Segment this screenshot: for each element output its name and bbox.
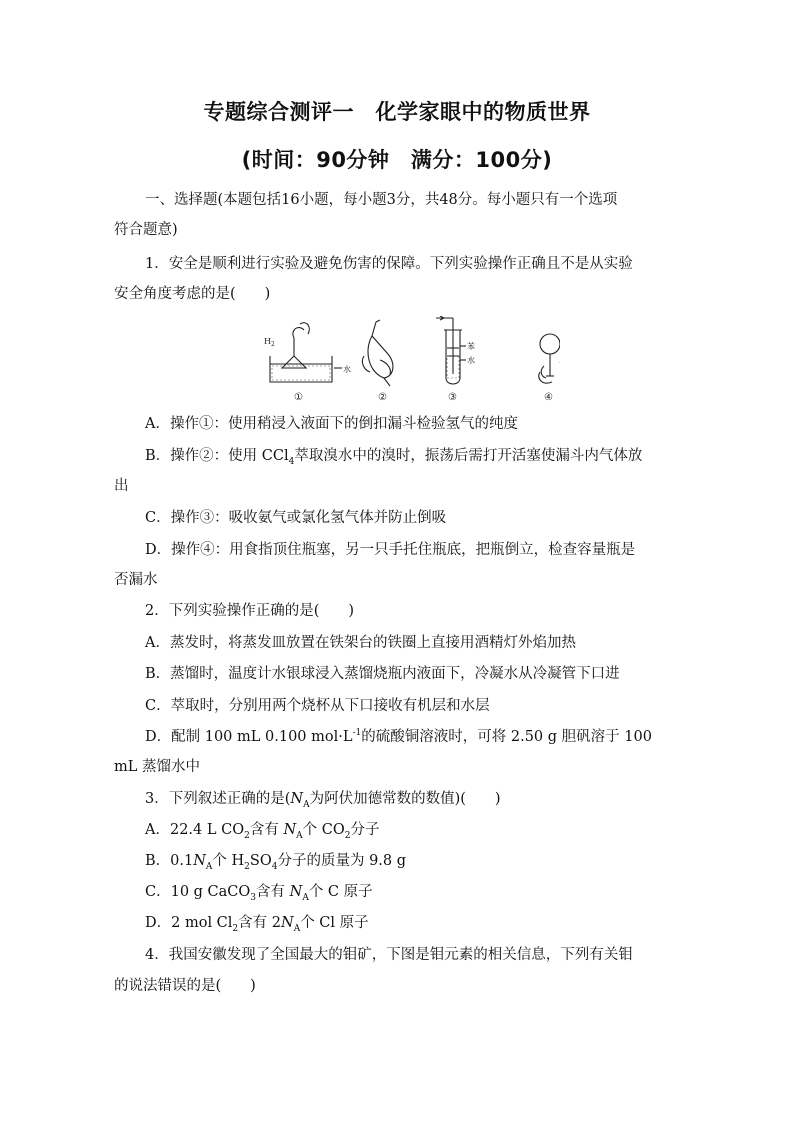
q3-stem: 3．下列叙述正确的是($N_A$为阿伏加德常数的数值)( )	[145, 791, 501, 810]
benzene-label: 苯	[467, 342, 475, 351]
q3-option-b: B．$0.1N_A$个 $H_2SO_4$分子的质量为 9.8 g	[145, 853, 407, 872]
q4-stem-line-1: 4．我国安徽发现了全国最大的钼矿，下图是钼元素的相关信息，下列有关钼	[145, 947, 633, 963]
q2-option-d-line-2: mL 蒸馏水中	[114, 759, 200, 775]
q3-option-a: A．22.4 L $CO_2$含有 $N_A$个 $CO_2$分子	[145, 822, 380, 841]
q3-option-d: D．2 mol $Cl_2$含有 $2N_A$个 Cl 原子	[145, 915, 369, 934]
figure-number-2: ②	[378, 392, 387, 403]
operation-4-diagram	[539, 334, 560, 383]
h2-label: $H_2$	[264, 337, 275, 348]
figure-number-4: ④	[544, 392, 553, 403]
page-subtitle: (时间：90分钟 满分：100分)	[241, 148, 553, 172]
q3-option-c: C．10 g CaCO$_3$含有 $N_A$个 C 原子	[145, 884, 373, 903]
q1-option-a: A．操作①：使用稍浸入液面下的倒扣漏斗检验氢气的纯度	[145, 416, 518, 432]
operation-2-diagram	[362, 320, 393, 386]
figure-number-3: ③	[448, 392, 457, 403]
q1-stem-line-1: 1．安全是顺利进行实验及避免伤害的保障。下列实验操作正确且不是从实验	[145, 256, 633, 272]
section-instruction-line-2: 符合题意)	[114, 222, 178, 238]
lab-operations-figure	[260, 316, 560, 404]
q2-stem: 2．下列实验操作正确的是( )	[145, 603, 355, 619]
section-instruction-line-1: 一、选择题(本题包括16小题，每小题3分，共48分。每小题只有一个选项	[145, 192, 618, 208]
page-title: 专题综合测评一 化学家眼中的物质世界	[203, 100, 591, 124]
q4-stem-line-2: 的说法错误的是( )	[114, 978, 256, 994]
q1-option-d-line-2: 否漏水	[114, 572, 158, 588]
q2-option-a: A．蒸发时，将蒸发皿放置在铁架台的铁圈上直接用酒精灯外焰加热	[145, 635, 576, 651]
q2-option-c: C．萃取时，分别用两个烧杯从下口接收有机层和水层	[145, 698, 490, 714]
q2-option-d-line-1: D．配制 100 mL 0.100 $mol\cdot L^{-1}$的硫酸铜溶液时，可将 2.50 g 胆矾溶于 100	[145, 728, 652, 745]
q1-option-c: C．操作③：吸收氨气或氯化氢气体并防止倒吸	[145, 510, 447, 526]
operation-3-diagram	[436, 316, 466, 384]
q1-stem-line-2: 安全角度考虑的是( )	[114, 286, 271, 302]
q2-option-b: B．蒸馏时，温度计水银球浸入蒸馏烧瓶内液面下，冷凝水从冷凝管下口进	[145, 666, 620, 682]
operation-1-diagram	[270, 323, 342, 382]
q1-option-d-line-1: D．操作④：用食指顶住瓶塞，另一只手托住瓶底，把瓶倒立，检查容量瓶是	[145, 542, 636, 558]
q1-option-b-line-2: 出	[114, 478, 129, 494]
q1-option-b-line-1: B．操作②：使用 CCl$_4$萃取溴水中的溴时，振荡后需打开活塞使漏斗内气体放	[145, 448, 643, 467]
water-label: 水	[343, 365, 351, 374]
figure-number-1: ①	[294, 392, 303, 403]
water-label-tube: 水	[467, 356, 475, 365]
